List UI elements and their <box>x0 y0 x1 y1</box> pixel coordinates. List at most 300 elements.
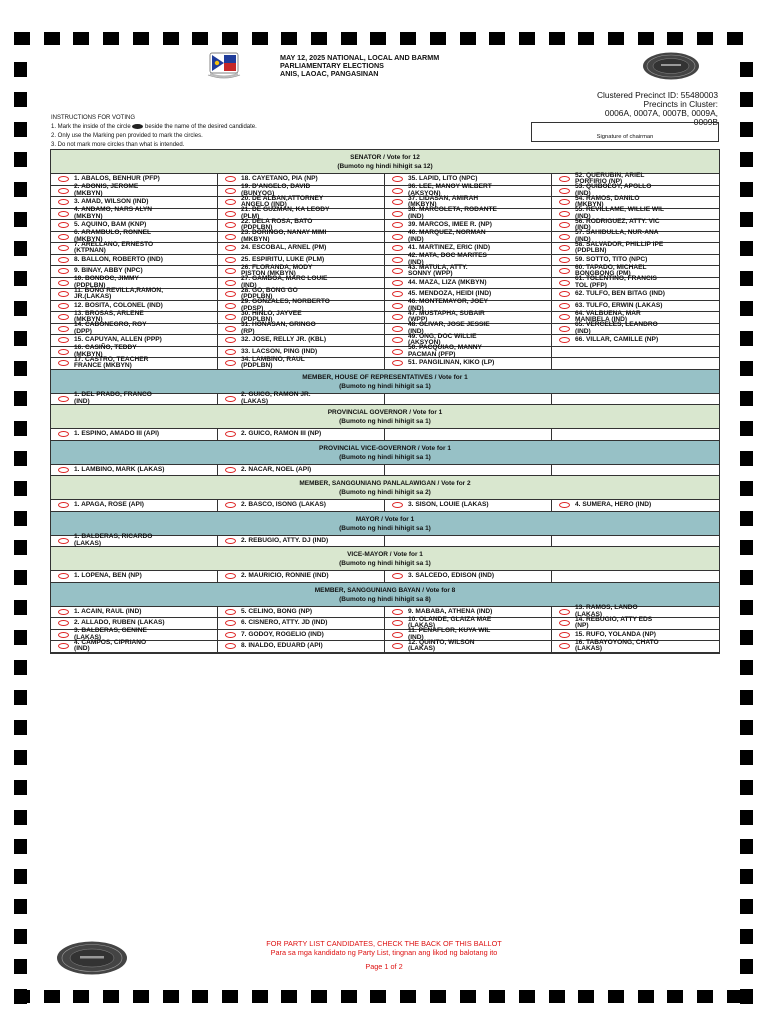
candidate-option[interactable] <box>51 533 218 547</box>
vote-oval-icon[interactable] <box>58 337 69 343</box>
vote-oval-icon[interactable] <box>58 257 69 263</box>
vote-oval-icon[interactable] <box>225 234 236 240</box>
candidate-name: 62. TULFO, BEN BITAG (IND) <box>575 290 665 298</box>
candidate-option[interactable] <box>385 358 552 369</box>
candidate-name: 29. GONZALES, NORBERTO (PDSP) <box>241 298 330 312</box>
candidate-name: 16. CASIÑO, TEDDY (MKBYN) <box>74 344 137 358</box>
vote-oval-icon[interactable] <box>58 632 69 638</box>
instruction-3: 3. Do not mark more circles than what is intended. <box>51 142 185 148</box>
timing-mark <box>133 990 149 1003</box>
candidate-option[interactable] <box>552 615 719 630</box>
vote-oval-icon[interactable] <box>392 199 403 205</box>
vote-oval-icon[interactable] <box>392 222 403 228</box>
timing-mark <box>14 92 27 107</box>
vote-oval-icon[interactable] <box>58 176 69 182</box>
timing-mark <box>14 869 27 884</box>
vote-oval-icon[interactable] <box>225 326 236 332</box>
candidate-option[interactable] <box>552 500 719 511</box>
timing-mark <box>14 839 27 854</box>
vote-oval-icon[interactable] <box>58 431 69 437</box>
candidate-option[interactable] <box>218 607 385 618</box>
candidate-option[interactable] <box>552 335 719 346</box>
vote-oval-icon[interactable] <box>392 337 403 343</box>
candidate-name: 10. OLANDE, GLAIZA MAE (LAKAS) <box>408 615 492 630</box>
vote-oval-icon[interactable] <box>58 268 69 274</box>
candidate-name: 2. GUICO, RAMON III (NP) <box>241 430 322 438</box>
vote-oval-icon[interactable] <box>392 211 403 217</box>
timing-mark <box>740 959 753 974</box>
vote-oval-icon[interactable] <box>58 643 69 649</box>
timing-mark <box>14 720 27 735</box>
candidate-name: 18. CAYETANO, PIA (NP) <box>241 175 318 183</box>
vote-oval-icon[interactable] <box>58 280 69 286</box>
candidate-name: 59. SOTTO, TITO (NPC) <box>575 255 648 263</box>
vote-oval-icon[interactable] <box>559 268 570 274</box>
vote-oval-icon[interactable] <box>225 573 236 579</box>
candidate-name: 65. VERCELES, LEANDRO (IND) <box>575 321 658 335</box>
candidate-name: 3. BALDERAS, GENINE (LAKAS) <box>74 627 147 641</box>
vote-oval-icon[interactable] <box>225 291 236 297</box>
precincts-label: Precincts in Cluster: <box>643 99 718 109</box>
vote-oval-icon[interactable] <box>225 643 236 649</box>
candidate-option[interactable] <box>218 243 385 254</box>
candidate-option[interactable] <box>385 500 552 511</box>
candidate-name: 60. TAPADO, MICHAEL BONGBONG (PM) <box>575 263 647 278</box>
candidate-row <box>51 332 719 347</box>
vote-oval-icon[interactable] <box>392 326 403 332</box>
instruction-1 <box>51 123 431 132</box>
empty-cell <box>385 394 552 405</box>
candidate-name: 3. SISON, LOUIE (LAKAS) <box>408 501 489 509</box>
section-title: PROVINCIAL VICE-GOVERNOR / Vote for 1 <box>319 444 451 452</box>
candidate-option[interactable] <box>218 321 385 335</box>
candidate-name: 38. MARCOLETA, RODANTE (IND) <box>408 206 497 220</box>
timing-mark <box>103 32 119 45</box>
candidate-option[interactable] <box>218 618 385 629</box>
vote-oval-icon[interactable] <box>392 303 403 309</box>
vote-oval-icon[interactable] <box>58 620 69 626</box>
timing-mark <box>460 32 476 45</box>
candidate-name: 7. ARELLANO, ERNESTO (KTPNAN) <box>74 240 154 255</box>
vote-oval-icon[interactable] <box>392 268 403 274</box>
vote-oval-icon[interactable] <box>559 620 570 626</box>
vote-oval-icon[interactable] <box>58 245 69 251</box>
section-header <box>51 370 719 394</box>
vote-oval-icon[interactable] <box>559 303 570 309</box>
vote-oval-icon[interactable] <box>225 222 236 228</box>
candidate-option[interactable] <box>385 571 552 582</box>
candidate-option[interactable] <box>51 255 218 266</box>
instructions-title: INSTRUCTIONS FOR VOTING <box>51 115 135 121</box>
timing-mark <box>14 182 27 197</box>
vote-oval-icon[interactable] <box>225 609 236 615</box>
candidate-option[interactable] <box>552 638 719 653</box>
candidate-option[interactable] <box>218 571 385 582</box>
timing-mark <box>14 152 27 167</box>
vote-oval-icon[interactable] <box>559 643 570 649</box>
vote-oval-icon[interactable] <box>225 303 236 309</box>
candidate-name: 50. PACQUIAO, MANNY PACMAN (PFP) <box>408 344 482 358</box>
vote-oval-icon[interactable] <box>392 643 403 649</box>
clustered-precinct-id: Clustered Precinct ID: 55480003 <box>596 90 718 100</box>
timing-mark <box>740 122 753 137</box>
candidate-option[interactable] <box>51 240 218 255</box>
timing-mark <box>740 271 753 286</box>
candidate-option[interactable] <box>51 638 218 653</box>
vote-oval-icon[interactable] <box>58 291 69 297</box>
timing-mark <box>14 959 27 974</box>
vote-oval-icon[interactable] <box>58 326 69 332</box>
timing-mark <box>163 990 179 1003</box>
vote-oval-icon[interactable] <box>559 502 570 508</box>
instruction-1-part-a: 1. Mark the inside of the circle <box>51 124 131 130</box>
timing-mark <box>400 32 416 45</box>
vote-oval-icon[interactable] <box>58 360 69 366</box>
candidate-option[interactable] <box>218 355 385 370</box>
vote-oval-icon[interactable] <box>58 222 69 228</box>
timing-mark <box>740 182 753 197</box>
section-subtitle: (Bumoto ng hindi hihigit sa 12) <box>337 163 433 170</box>
candidate-option[interactable] <box>51 286 218 301</box>
vote-oval-icon[interactable] <box>559 245 570 251</box>
timing-mark <box>73 990 89 1003</box>
vote-oval-icon[interactable] <box>559 188 570 194</box>
timing-mark <box>14 212 27 227</box>
candidate-option[interactable] <box>51 321 218 335</box>
vote-oval-icon[interactable] <box>225 538 236 544</box>
candidate-name: 6. CISNERO, ATTY. JD (IND) <box>241 619 328 627</box>
vote-oval-icon[interactable] <box>225 632 236 638</box>
candidate-row <box>51 615 719 630</box>
timing-mark <box>252 990 268 1003</box>
timing-mark <box>740 152 753 167</box>
candidate-name: 6. ARAMBULO, RONNEL (MKBYN) <box>74 229 152 243</box>
precincts-list-2: 0009B <box>693 117 718 127</box>
candidate-option[interactable] <box>218 391 385 405</box>
timing-mark <box>14 421 27 436</box>
candidate-name: 44. MAZA, LIZA (MKBYN) <box>408 278 487 286</box>
candidate-option[interactable] <box>218 630 385 641</box>
timing-mark <box>14 690 27 705</box>
candidate-option[interactable] <box>385 344 552 358</box>
party-list-notice <box>150 939 618 957</box>
timing-mark <box>370 32 386 45</box>
timing-mark <box>740 481 753 496</box>
candidate-name: 22. DELA ROSA, BATO (PDPLBN) <box>241 217 313 232</box>
candidate-option[interactable] <box>552 289 719 300</box>
vote-oval-icon[interactable] <box>225 245 236 251</box>
candidate-name: 8. INALDO, EDUARD (API) <box>241 642 323 650</box>
vote-oval-icon[interactable] <box>225 257 236 263</box>
vote-oval-icon[interactable] <box>392 360 403 366</box>
timing-mark <box>311 32 327 45</box>
candidate-row <box>51 391 719 406</box>
candidate-option[interactable] <box>51 571 218 582</box>
vote-oval-icon[interactable] <box>225 268 236 274</box>
candidate-row <box>51 286 719 301</box>
timing-mark <box>14 989 27 1004</box>
vote-oval-icon[interactable] <box>58 234 69 240</box>
section-subtitle: (Bumoto ng hindi hihigit sa 2) <box>339 489 431 496</box>
candidate-name: 11. PEÑAFLOR, KUYA WIL (IND) <box>408 627 491 641</box>
vote-oval-icon[interactable] <box>392 291 403 297</box>
vote-oval-icon[interactable] <box>559 326 570 332</box>
candidate-name: 13. BROSAS, ARLENE (MKBYN) <box>74 309 144 324</box>
candidate-name: 1. LOPENA, BEN (NP) <box>74 572 142 580</box>
candidate-name: 32. JOSE, RELLY JR. (KBL) <box>241 336 327 344</box>
timing-mark <box>44 32 60 45</box>
timing-mark <box>549 32 565 45</box>
vote-oval-icon[interactable] <box>58 396 69 402</box>
timing-mark <box>14 750 27 765</box>
candidate-name: 49. ONG, DOC WILLIE (AKSYON) <box>408 332 477 347</box>
candidate-name: 51. PANGILINAN, KIKO (LP) <box>408 359 495 367</box>
vote-oval-icon[interactable] <box>392 632 403 638</box>
vote-oval-icon[interactable] <box>559 314 570 320</box>
vote-oval-icon[interactable] <box>559 257 570 263</box>
vote-oval-icon[interactable] <box>559 234 570 240</box>
timing-marks-left <box>14 32 28 1004</box>
candidate-name: 31. HONASAN, GRINGO (RP) <box>241 321 316 335</box>
timing-mark <box>740 929 753 944</box>
vote-oval-icon[interactable] <box>392 609 403 615</box>
candidate-option[interactable] <box>218 641 385 652</box>
vote-oval-icon[interactable] <box>559 211 570 217</box>
timing-mark <box>311 990 327 1003</box>
vote-oval-icon[interactable] <box>58 199 69 205</box>
empty-cell <box>552 429 719 440</box>
candidate-name: 21. DE GUZMAN, KA LEODY (PLM) <box>241 206 330 220</box>
candidate-option[interactable] <box>385 263 552 278</box>
vote-oval-icon[interactable] <box>58 211 69 217</box>
section-subtitle: (Bumoto ng hindi hihigit sa 1) <box>339 418 431 425</box>
timing-mark <box>341 990 357 1003</box>
candidate-name: 16. TABAYOYONG, CHATO (LAKAS) <box>575 638 659 653</box>
section-subtitle: (Bumoto ng hindi hihigit sa 8) <box>339 595 431 603</box>
timing-mark <box>578 990 594 1003</box>
timing-mark <box>14 540 27 555</box>
empty-cell <box>552 358 719 369</box>
timing-mark <box>14 630 27 645</box>
candidate-name: 26. FLORANDA, MODY PISTON (MKBYN) <box>241 263 313 278</box>
vote-oval-icon[interactable] <box>58 188 69 194</box>
vote-oval-icon[interactable] <box>225 199 236 205</box>
vote-oval-icon[interactable] <box>392 573 403 579</box>
vote-oval-icon[interactable] <box>559 609 570 615</box>
candidate-name: 12. QUINTO, WILSON (LAKAS) <box>408 638 475 653</box>
timing-mark <box>281 32 297 45</box>
vote-oval-icon[interactable] <box>225 211 236 217</box>
candidate-name: 17. CASTRO, TEACHER FRANCE (MKBYN) <box>74 355 149 370</box>
candidate-row <box>51 429 719 441</box>
candidate-option[interactable] <box>385 229 552 243</box>
vote-oval-icon[interactable] <box>392 349 403 355</box>
bottom-seal-icon <box>56 941 128 975</box>
vote-oval-icon[interactable] <box>58 502 69 508</box>
vote-oval-icon[interactable] <box>392 280 403 286</box>
candidate-name: 2. GUICO, RAMON JR. (LAKAS) <box>241 391 311 405</box>
vote-oval-icon[interactable] <box>559 337 570 343</box>
candidate-option[interactable] <box>385 638 552 653</box>
vote-oval-icon[interactable] <box>392 314 403 320</box>
candidate-option[interactable] <box>218 429 385 440</box>
vote-oval-icon[interactable] <box>225 349 236 355</box>
timing-mark <box>740 869 753 884</box>
candidate-name: 8. BALLON, ROBERTO (IND) <box>74 255 163 263</box>
vote-oval-icon[interactable] <box>58 467 69 473</box>
timing-mark <box>163 32 179 45</box>
candidate-name: 46. MONTEMAYOR, JOEY (IND) <box>408 298 489 312</box>
timing-mark <box>222 32 238 45</box>
section-header <box>51 476 719 500</box>
vote-oval-icon[interactable] <box>225 620 236 626</box>
empty-cell <box>385 536 552 547</box>
candidate-option[interactable] <box>51 500 218 511</box>
empty-cell <box>552 347 719 358</box>
vote-oval-icon[interactable] <box>392 234 403 240</box>
candidate-name: 27. GAMBOA, MARC LOUIE (IND) <box>241 275 328 289</box>
timing-mark <box>740 361 753 376</box>
vote-oval-icon[interactable] <box>559 632 570 638</box>
section-header <box>51 150 719 174</box>
timing-mark <box>740 391 753 406</box>
timing-mark <box>489 990 505 1003</box>
vote-oval-icon[interactable] <box>58 538 69 544</box>
candidate-name: 1. APAGA, ROSE (API) <box>74 501 144 509</box>
candidate-name: 52. QUERUBIN, ARIEL PORFIRIO (NP) <box>575 171 645 186</box>
candidate-name: 28. GO, BONG GO (PDPLBN) <box>241 286 298 301</box>
vote-oval-icon[interactable] <box>225 280 236 286</box>
candidate-name: 1. DEL PRADO, FRANCO (IND) <box>74 391 152 405</box>
timing-mark <box>740 570 753 585</box>
candidate-option[interactable] <box>218 229 385 243</box>
timing-mark <box>14 361 27 376</box>
timing-mark <box>740 660 753 675</box>
section-header <box>51 405 719 429</box>
timing-mark <box>14 481 27 496</box>
timing-mark <box>73 32 89 45</box>
vote-oval-icon[interactable] <box>392 176 403 182</box>
vote-oval-icon[interactable] <box>225 502 236 508</box>
candidate-option[interactable] <box>218 500 385 511</box>
timing-mark <box>14 899 27 914</box>
timing-mark <box>133 32 149 45</box>
candidate-name: 25. ESPIRITU, LUKE (PLM) <box>241 255 325 263</box>
empty-cell <box>552 394 719 405</box>
timing-mark <box>14 600 27 615</box>
vote-oval-icon[interactable] <box>392 188 403 194</box>
candidate-row <box>51 344 719 359</box>
candidate-name: 14. REBUGIO, ATTY EDS (NP) <box>575 615 653 630</box>
vote-oval-icon[interactable] <box>58 314 69 320</box>
candidate-option[interactable] <box>51 206 218 220</box>
vote-oval-icon[interactable] <box>559 280 570 286</box>
candidate-name: 35. LAPID, LITO (NPC) <box>408 175 478 183</box>
candidate-name: 20. DE ALBAN,ATTORNEY ANGELO (IND) <box>241 194 324 209</box>
candidate-option[interactable] <box>218 465 385 476</box>
candidate-option[interactable] <box>385 278 552 289</box>
signature-label: Signature of chairman <box>596 134 654 140</box>
candidate-name: 12. BOSITA, COLONEL (IND) <box>74 301 163 309</box>
vote-oval-icon[interactable] <box>225 431 236 437</box>
candidate-name: 11. BONG REVILLA,RAMON, JR.(LAKAS) <box>74 286 164 301</box>
candidate-row <box>51 240 719 255</box>
candidate-option[interactable] <box>552 321 719 335</box>
filled-oval-icon <box>132 124 143 129</box>
vote-oval-icon[interactable] <box>392 620 403 626</box>
candidate-option[interactable] <box>51 355 218 370</box>
vote-oval-icon[interactable] <box>392 257 403 263</box>
candidate-name: 45. MENDOZA, HEIDI (IND) <box>408 290 492 298</box>
candidate-name: 4. CAMPOS, CIPRIANO (IND) <box>74 638 147 653</box>
empty-cell <box>552 571 719 582</box>
vote-oval-icon[interactable] <box>225 360 236 366</box>
signature-box[interactable] <box>531 122 719 142</box>
vote-oval-icon[interactable] <box>392 502 403 508</box>
candidate-option[interactable] <box>51 465 218 476</box>
vote-oval-icon[interactable] <box>58 303 69 309</box>
timing-mark <box>14 331 27 346</box>
vote-oval-icon[interactable] <box>559 291 570 297</box>
vote-oval-icon[interactable] <box>559 176 570 182</box>
timing-mark <box>608 990 624 1003</box>
candidate-option[interactable] <box>385 206 552 220</box>
candidate-option[interactable] <box>51 183 218 197</box>
header-line-3: ANIS, LAOAC, PANGASINAN <box>280 69 379 78</box>
candidate-option[interactable] <box>51 607 218 618</box>
vote-oval-icon[interactable] <box>559 222 570 228</box>
vote-oval-icon[interactable] <box>225 467 236 473</box>
timing-mark <box>740 899 753 914</box>
candidate-name: 4. ANDAMO, NARS ALYN (MKBYN) <box>74 206 153 220</box>
timing-mark <box>740 212 753 227</box>
candidate-row <box>51 533 719 548</box>
candidate-name: 15. RUFO, YOLANDA (NP) <box>575 630 656 638</box>
vote-oval-icon[interactable] <box>58 609 69 615</box>
candidate-option[interactable] <box>218 335 385 346</box>
candidate-name: 57. SAHIDULLA, NUR-ANA (IND) <box>575 229 659 243</box>
vote-oval-icon[interactable] <box>58 349 69 355</box>
candidate-option[interactable] <box>51 429 218 440</box>
vote-oval-icon[interactable] <box>225 337 236 343</box>
candidate-name: 2. BASCO, ISONG (LAKAS) <box>241 501 326 509</box>
vote-oval-icon[interactable] <box>225 314 236 320</box>
timing-mark <box>740 630 753 645</box>
candidate-option[interactable] <box>552 240 719 255</box>
vote-oval-icon[interactable] <box>225 176 236 182</box>
timing-mark <box>667 32 683 45</box>
candidate-option[interactable] <box>51 391 218 405</box>
vote-oval-icon[interactable] <box>392 245 403 251</box>
section-title: MEMBER, HOUSE OF REPRESENTATIVES / Vote for 1 <box>302 373 468 381</box>
timing-mark <box>638 32 654 45</box>
candidate-option[interactable] <box>552 275 719 289</box>
vote-oval-icon[interactable] <box>58 573 69 579</box>
candidate-name: 9. MABABA, ATHENA (IND) <box>408 607 493 615</box>
vote-oval-icon[interactable] <box>559 199 570 205</box>
candidate-option[interactable] <box>218 536 385 547</box>
candidate-name: 19. D'ANGELO, DAVID (BUNYOG) <box>241 183 311 197</box>
candidate-name: 33. LACSON, PING (IND) <box>241 347 318 355</box>
timing-mark <box>14 62 27 77</box>
vote-oval-icon[interactable] <box>225 188 236 194</box>
candidate-name: 9. BINAY, ABBY (NPC) <box>74 267 143 275</box>
vote-oval-icon[interactable] <box>225 396 236 402</box>
timing-mark <box>14 301 27 316</box>
candidate-name: 2. REBUGIO, ATTY. DJ (IND) <box>241 536 329 544</box>
timing-mark <box>14 391 27 406</box>
timing-mark <box>740 331 753 346</box>
